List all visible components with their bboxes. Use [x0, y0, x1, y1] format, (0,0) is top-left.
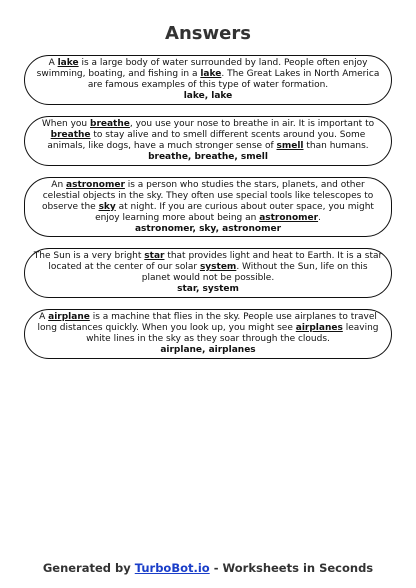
answer-key: lake, lake	[183, 91, 233, 101]
answer-word: airplane	[48, 312, 90, 322]
answer-word: sky	[98, 201, 116, 212]
footer-prefix: Generated by	[42, 561, 135, 575]
answer-box-1	[24, 55, 392, 105]
answer-word: system	[199, 262, 237, 272]
answer-word: star	[144, 251, 165, 261]
answer-word: breathe	[50, 130, 91, 140]
answer-text: An astronomer is a person who studies the stars, planets, and other celestial objects in the sky. They often use special tools like telescopes to observe the sky at night. If you are curious about outer space, you might enjoy learning more about being an astronomer.	[42, 179, 374, 223]
answer-box-3	[24, 177, 392, 237]
answer-word: lake	[200, 69, 222, 79]
answer-word: breathe	[90, 119, 130, 129]
answer-word: smell	[276, 141, 304, 151]
answer-key: astronomer, sky, astronomer	[134, 223, 282, 234]
turbobot-link[interactable]: TurboBot.io	[134, 561, 210, 575]
answer-word: lake	[57, 58, 79, 68]
answer-word: astronomer	[259, 212, 319, 223]
answer-word: astronomer	[66, 179, 125, 190]
answer-box-2	[24, 116, 392, 166]
answer-key: breathe, breathe, smell	[148, 152, 268, 162]
footer	[0, 560, 416, 576]
page-title: Answers	[165, 23, 251, 44]
answer-key: airplane, airplanes	[160, 345, 256, 355]
answer-text: A airplane is a machine that flies in the sky. People use airplanes to travel long distances quickly. When you look up, you might see airplanes leaving white lines in the sky as they soar through the clouds.	[37, 312, 379, 344]
footer-suffix: - Worksheets in Seconds	[209, 561, 374, 575]
answer-box-4	[24, 248, 392, 298]
answer-word: airplanes	[295, 323, 343, 333]
answer-text: A lake is a large body of water surrounded by land. People often enjoy swimming, boating, and fishing in a lake. The Great Lakes in North America are famous examples of this type of water formation.	[36, 58, 380, 90]
answer-box-5	[24, 309, 392, 359]
answer-text: When you breathe, you use your nose to breathe in air. It is important to breathe to stay alive and to smell different scents around you. Some animals, like dogs, have a much stronger sense of smell than humans.	[41, 119, 375, 151]
answer-key: star, system	[177, 284, 239, 294]
answer-text: The Sun is a very bright star that provides light and heat to Earth. It is a star located at the center of our solar system. Without the Sun, life on this planet would not be possible.	[33, 251, 383, 283]
